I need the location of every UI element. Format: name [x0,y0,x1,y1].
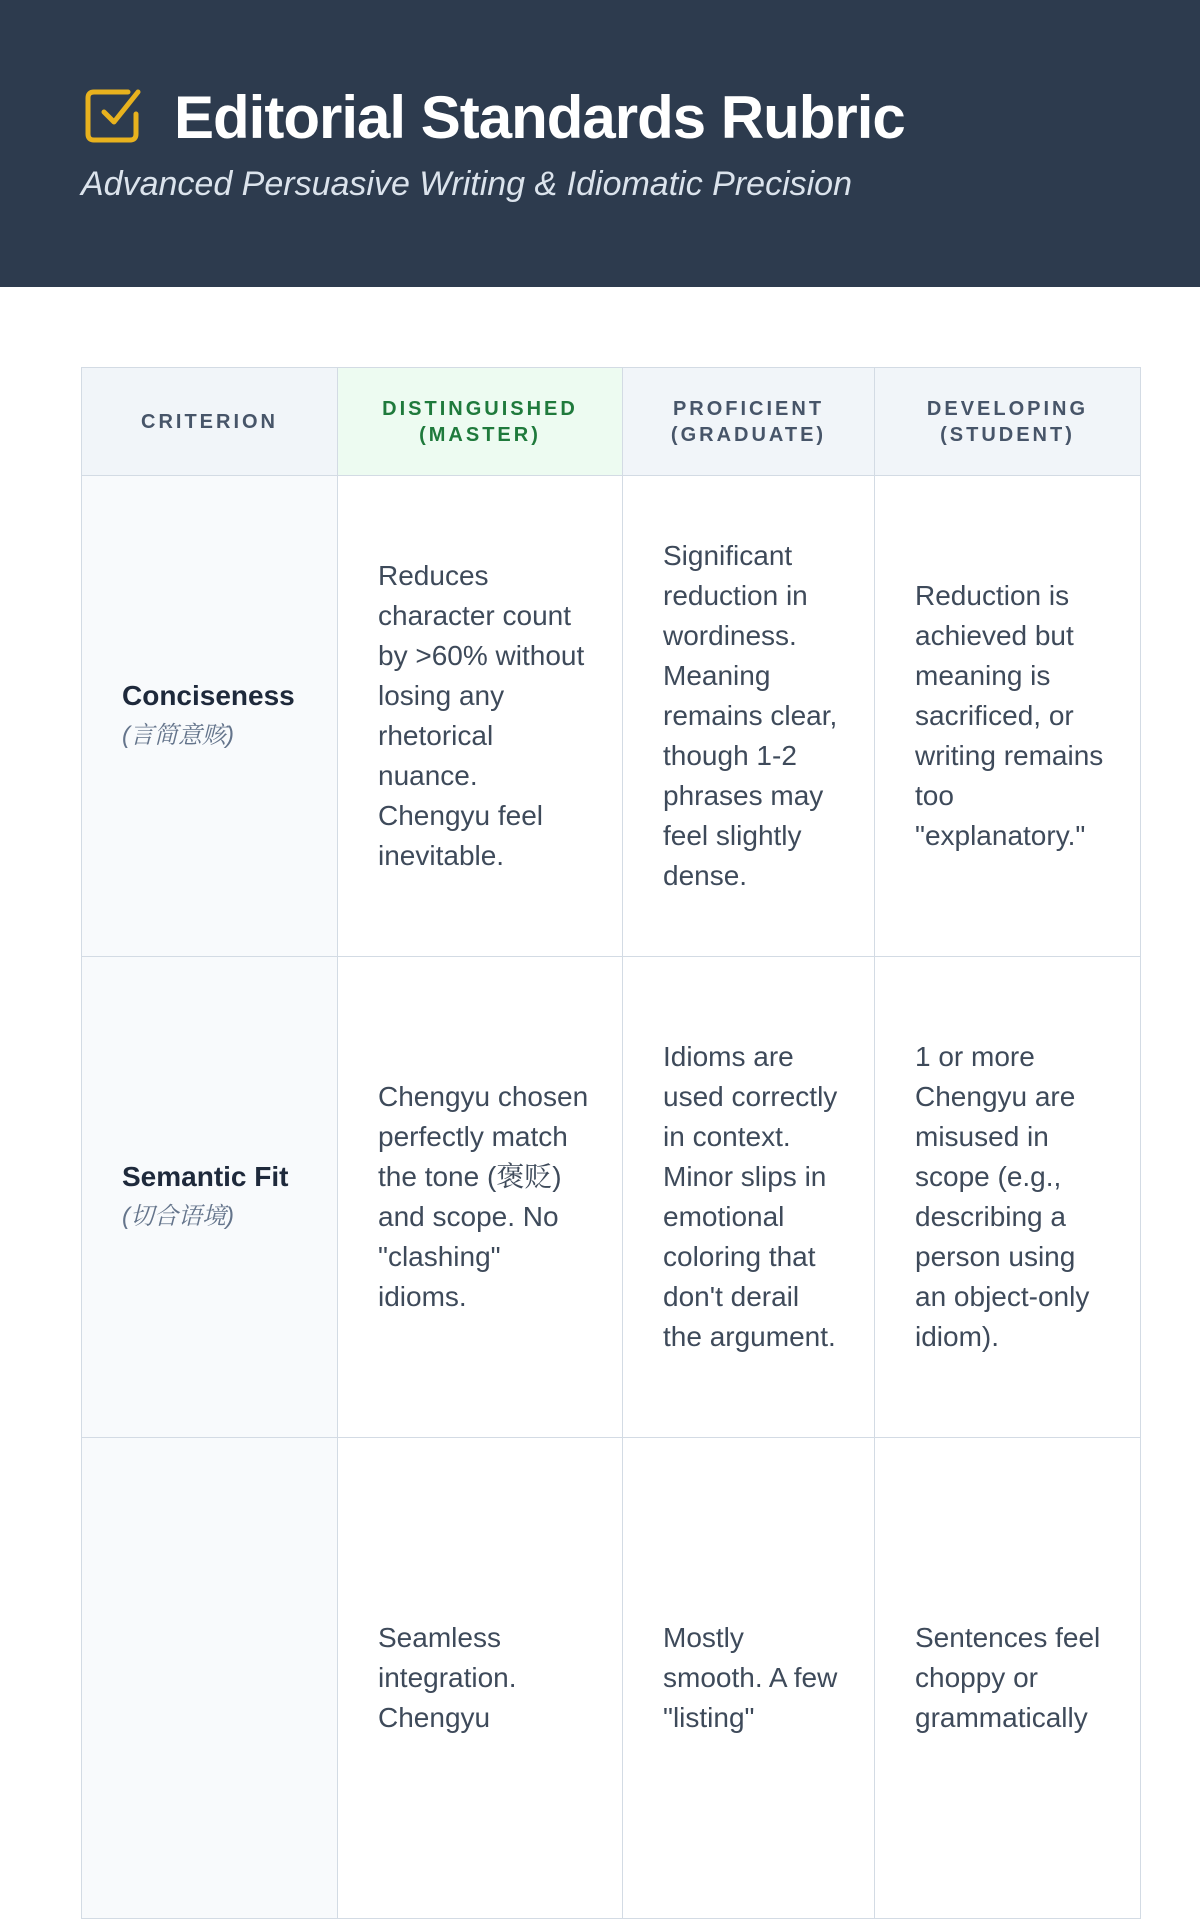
proficient-cell: Idioms are used correctly in context. Minor slips in emotional coloring that don't derail the argument. [623,957,875,1438]
criterion-name: Conciseness [122,680,295,711]
table-row [82,1438,1141,1919]
page-title: Editorial Standards Rubric [174,84,905,151]
criterion-cell [82,957,338,1438]
header-row [82,368,1141,476]
distinguished-cell: Seamless integration. Chengyu [338,1438,623,1919]
page-header [0,0,1200,287]
proficient-cell: Mostly smooth. A few "listing" [623,1438,875,1919]
header-criterion: CRITERION [82,368,338,476]
page-subtitle: Advanced Persuasive Writing & Idiomatic Precision [81,165,852,203]
header-developing: DEVELOPING (STUDENT) [875,368,1141,476]
criterion-chinese: (言简意赅) [122,722,234,749]
distinguished-cell: Reduces character count by >60% without losing any rhetorical nuance. Chengyu feel inevitable. [338,476,623,957]
header-distinguished: DISTINGUISHED (MASTER) [338,368,623,476]
rubric-table [81,367,1141,1919]
table-row [82,957,1141,1438]
criterion-name: Semantic Fit [122,1161,289,1192]
developing-cell: Reduction is achieved but meaning is sacrificed, or writing remains too "explanatory." [875,476,1141,957]
distinguished-cell: Chengyu chosen perfectly match the tone (褒贬) and scope. No "clashing" idioms. [338,957,623,1438]
table-row [82,476,1141,957]
developing-cell: 1 or more Chengyu are misused in scope (e.g., describing a person using an object-only idiom). [875,957,1141,1438]
criterion-chinese: (切合语境) [122,1203,234,1230]
developing-cell: Sentences feel choppy or grammatically [875,1438,1141,1919]
header-proficient: PROFICIENT (GRADUATE) [623,368,875,476]
criterion-cell [82,1438,338,1919]
checkbox-icon [84,84,144,144]
criterion-cell [82,476,338,957]
proficient-cell: Significant reduction in wordiness. Meaning remains clear, though 1-2 phrases may feel slightly dense. [623,476,875,957]
